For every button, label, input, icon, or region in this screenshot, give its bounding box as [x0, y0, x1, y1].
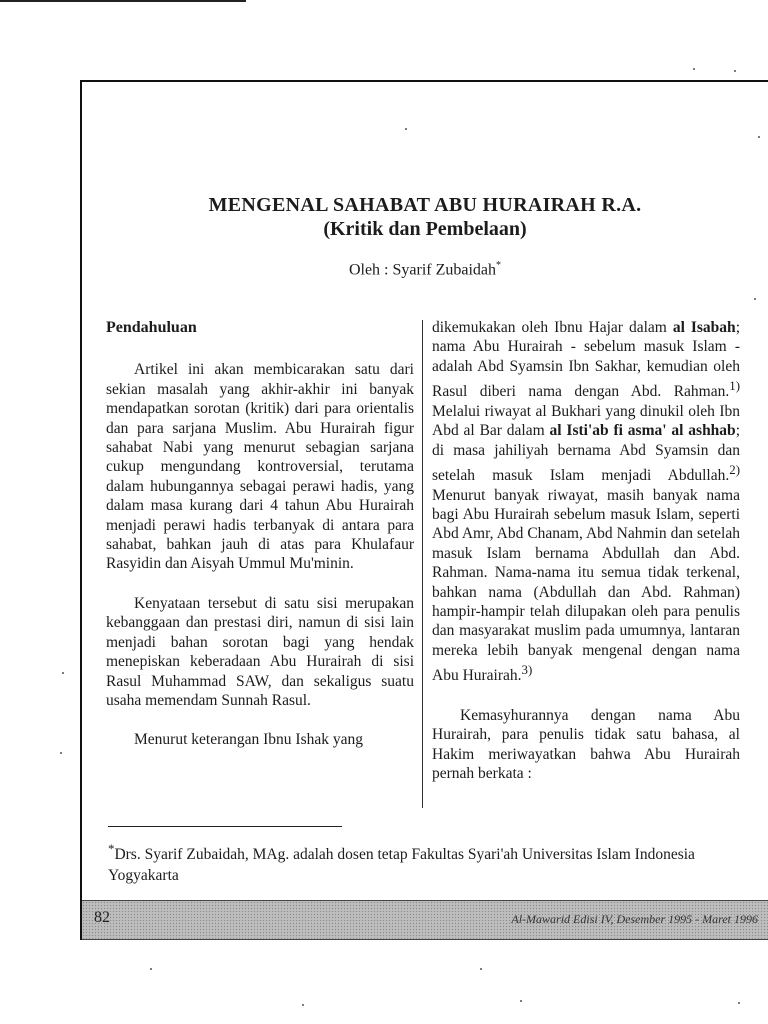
text-run: dikemukakan oleh Ibnu Hajar dalam [432, 319, 673, 336]
footnote-rule [108, 826, 342, 827]
author-name: Oleh : Syarif Zubaidah [348, 261, 497, 279]
scan-speck [480, 968, 482, 970]
book-title-isabah: al Isabah [672, 319, 736, 336]
column-divider [422, 320, 423, 808]
scan-speck [738, 1002, 740, 1004]
journal-running-footer: Al-Mawarid Edisi IV, Desember 1995 - Maret 1996 [511, 912, 758, 926]
scan-speck [734, 70, 736, 72]
body-paragraph: Artikel ini akan membicarakan satu dari sekian masalah yang akhir-akhir ini banyak mendapatkan sorotan (kritik) dari para orientalis dan para sarjana Muslim. Abu Hurairah figur sahabat Nabi yang menurut sebagian sarjana cukup mengundang kontroversial, terutama dalam hubungannya sebagai perawi hadis, yang dalam masa kurang dari 4 tahun Abu Hurairah menjadi perawi hadis terbanyak di antara para sahabat, bahkan jauh di atas para Khulafaur Rasyidin dan Aisyah Ummul Mu'minin. [106, 361, 414, 573]
scan-speck [754, 298, 756, 300]
reference-mark: 2) [729, 462, 740, 477]
text-run: ; nama Abu Hurairah - sebelum masuk Islam - adalah Abd Syamsin Ibn Sakhar, kemudian oleh Rasul diberi nama dengan Abd. Rahman. [432, 319, 740, 401]
body-paragraph: Menurut keterangan Ibnu Ishak yang [134, 731, 363, 749]
body-paragraph: Kemasyhurannya dengan nama Abu Hurairah, para penulis tidak satu bahasa, al Hakim meriwayatkan bahwa Abu Hurairah pernah berkata : [432, 706, 740, 782]
scan-speck [150, 968, 152, 970]
scan-speck [62, 672, 64, 674]
book-title-istiab: al Isti'ab fi asma' al ashhab [549, 422, 736, 440]
author-footnote-mark: * [496, 260, 502, 271]
scan-speck [520, 1000, 522, 1002]
footnote-mark: * [108, 841, 115, 856]
page-number: 82 [94, 909, 110, 926]
text-run: Melalui riwayat al Bukhari yang dinukil oleh Ibn Abd al Bar dalam [432, 402, 740, 440]
author-line [82, 260, 768, 279]
text-run: Menurut banyak riwayat, masih banyak nama bagi Abu Hurairah sebelum masuk Islam, seperti Abd Amr, Abd Chanam, Abd Nahmin dan setelah masuk Islam bernama Abdullah dan Abd. Rahman. Nama-nama itu semua tidak terkenal, bahkan nama (Abdullah dan Abd. Rahman) hampir-hampir telah dilupakan oleh para penulis dan masyarakat muslim pada umumnya, lantaran mereka lebih banyak mengenal dengan nama Abu Hurairah. [432, 486, 740, 685]
scan-speck [405, 128, 407, 130]
scan-speck [60, 752, 62, 754]
scan-speck [758, 136, 760, 138]
text-run: ; di masa jahiliyah bernama Abd Syamsin dan setelah masuk Islam menjadi Abdullah. [432, 422, 740, 485]
footer-band [82, 900, 768, 940]
section-heading: Pendahuluan [106, 319, 197, 336]
footnote [108, 838, 748, 886]
article-subtitle: (Kritik dan Pembelaan) [323, 218, 527, 240]
right-column [432, 318, 740, 783]
reference-mark: 3) [521, 662, 533, 678]
title-block [82, 193, 768, 241]
article-title: MENGENAL SAHABAT ABU HURAIRAH R.A. [208, 194, 642, 216]
scan-speck [302, 1004, 304, 1006]
left-column [106, 318, 414, 750]
body-paragraph: Kenyataan tersebut di satu sisi merupakan kebanggaan dan prestasi diri, namun di sisi lain menjadi bahan sorotan bagi yang hendak menepiskan keberadaan Abu Hurairah di sisi Rasul Muhammad SAW, dan sekaligus suatu usaha memendam Sunnah Rasul. [106, 594, 414, 709]
body-paragraph [432, 318, 740, 686]
reference-mark: 1) [729, 378, 740, 394]
scan-speck [693, 68, 695, 70]
footnote-text: Drs. Syarif Zubaidah, MAg. adalah dosen tetap Fakultas Syari'ah Universitas Islam Indonesia Yogyakarta [108, 846, 695, 885]
top-edge-rule [0, 0, 246, 2]
